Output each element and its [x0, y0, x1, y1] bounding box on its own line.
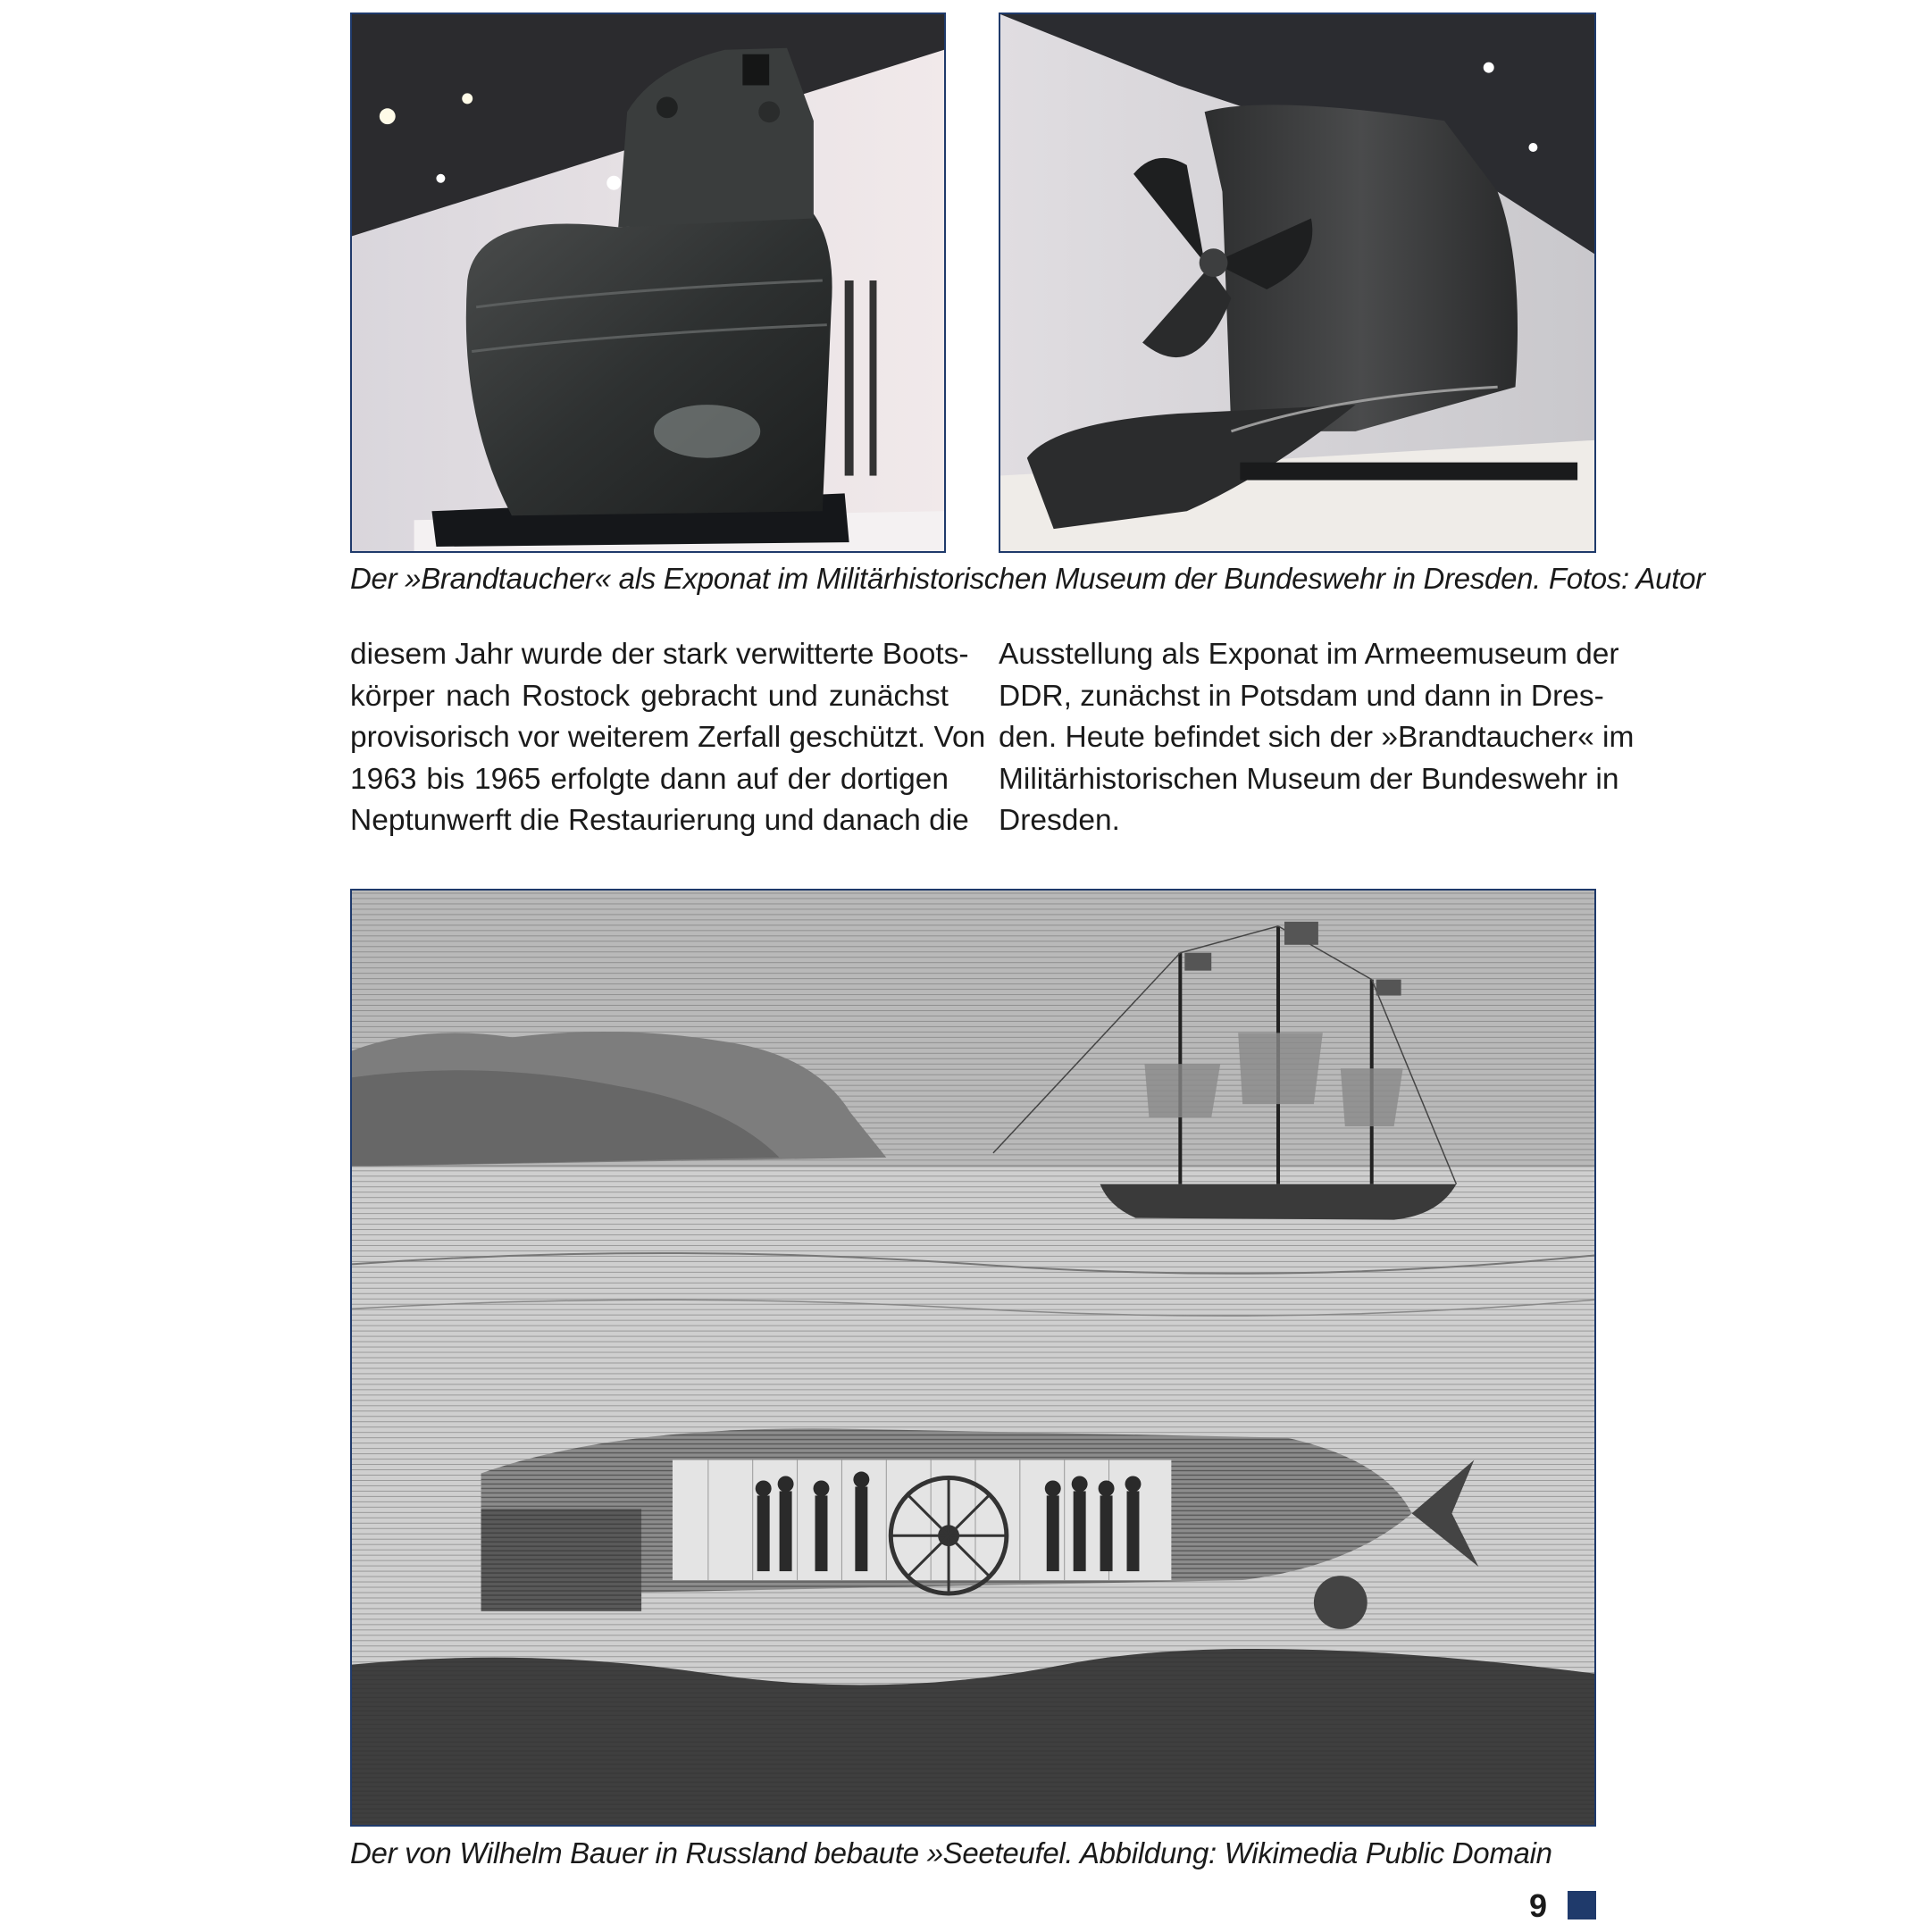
text-line: Ausstellung als Exponat im Armeemuseum der: [999, 638, 1619, 671]
text-line: provisorisch vor weiterem Zerfall geschützt. Von: [350, 721, 986, 754]
text-line: Neptunwerft die Restaurierung und danach die: [350, 804, 969, 837]
engraving-seeteufel: [350, 889, 1596, 1827]
text-line: Dresden.: [999, 804, 1120, 837]
bottom-caption: Der von Wilhelm Bauer in Russland bebaute »Seeteufel. Abbildung: Wikimedia Public Domain: [350, 1836, 1552, 1869]
photo-brandtaucher-stern: [999, 13, 1596, 553]
text-line: den. Heute befindet sich der »Brandtaucher« im: [999, 721, 1635, 754]
text-line: diesem Jahr wurde der stark verwitterte Boots-: [350, 638, 969, 671]
text-line: DDR, zunächst in Potsdam und dann in Dres-: [999, 679, 1604, 713]
photo-brandtaucher-front: [350, 13, 946, 553]
page-marker-square: [1568, 1891, 1596, 1919]
text-line: 1963 bis 1965 erfolgte dann auf der dortigen: [350, 762, 949, 796]
left-text-column: [350, 634, 986, 842]
top-caption: Der »Brandtaucher« als Exponat im Militärhistorischen Museum der Bundeswehr in Dresden. Fotos: Autor: [350, 562, 1705, 595]
right-text-column: [999, 634, 1635, 842]
page-number: 9: [1529, 1887, 1548, 1924]
text-line: Militärhistorischen Museum der Bundeswehr in: [999, 762, 1619, 796]
text-line: körper nach Rostock gebracht und zunächst: [350, 679, 949, 713]
